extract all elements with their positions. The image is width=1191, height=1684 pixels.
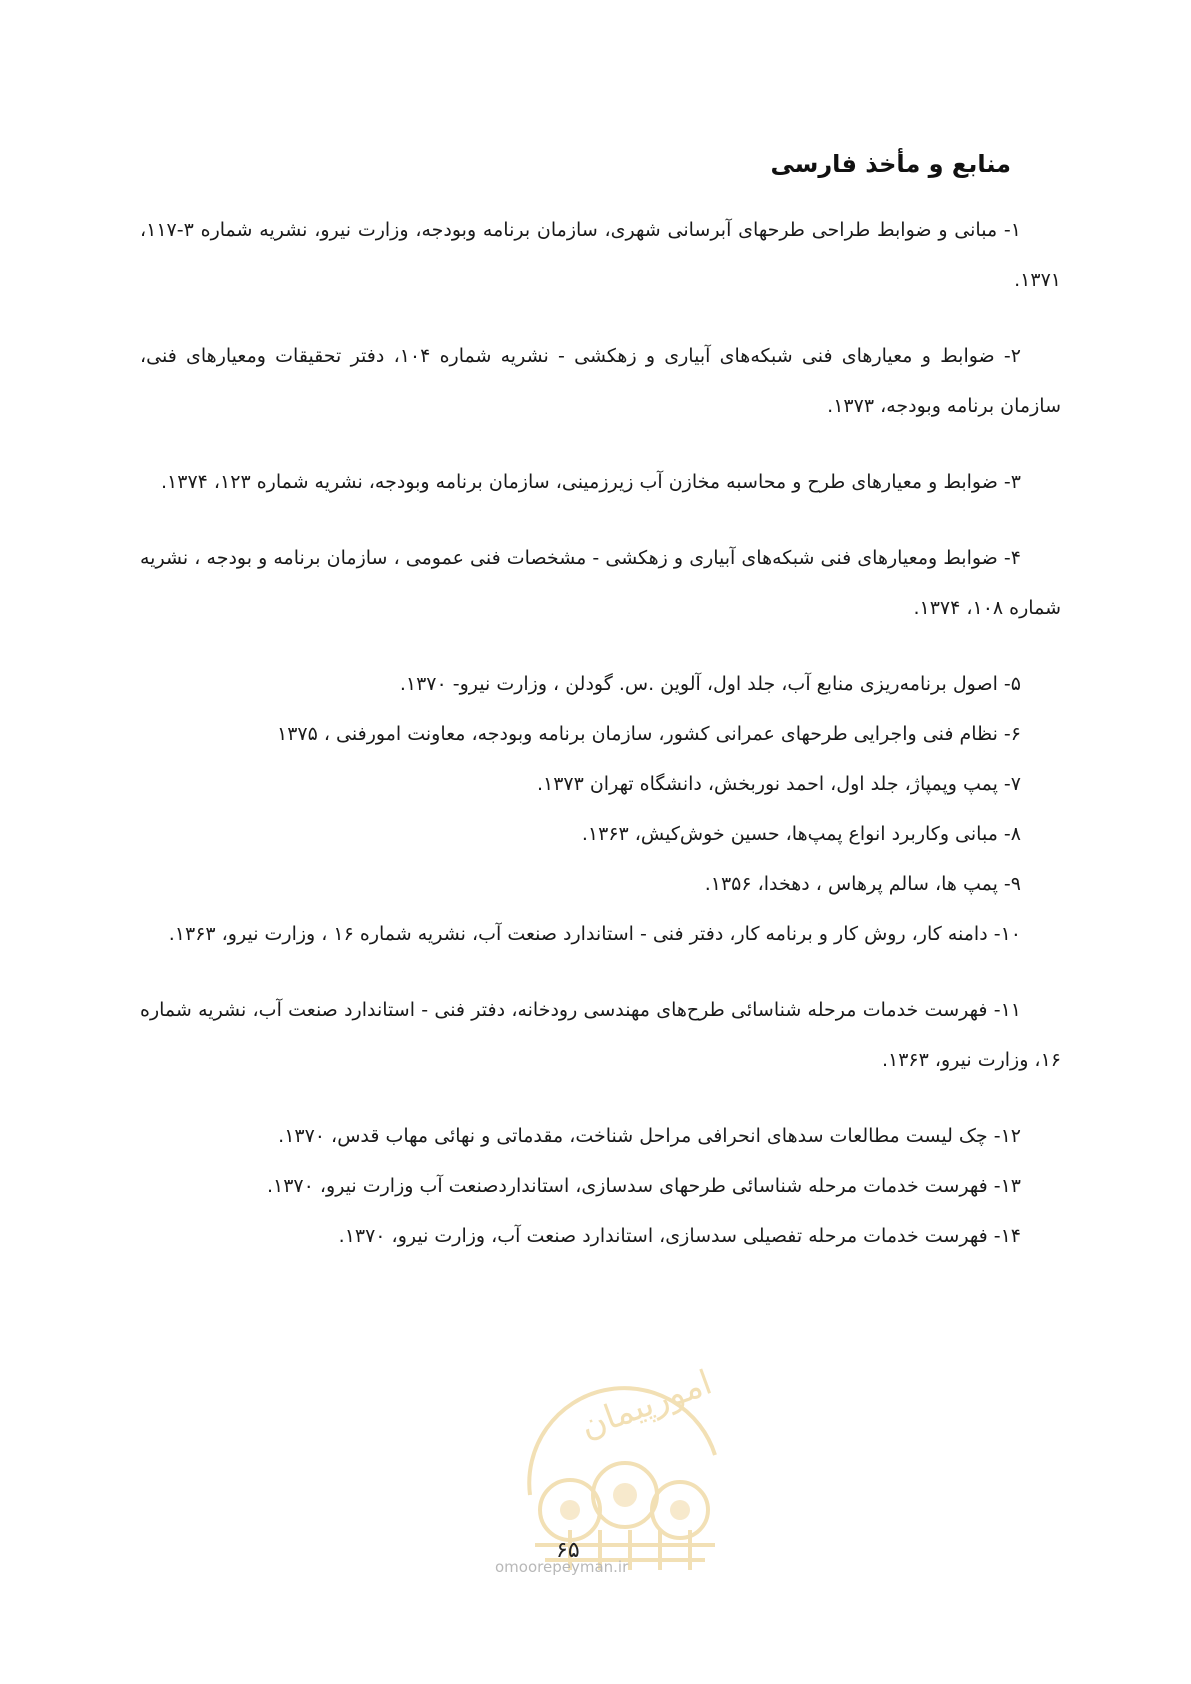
reference-item-7: ۷- پمپ وپمپاژ، جلد اول، احمد نوربخش، دانشگاه تهران ۱۳۷۳. bbox=[536, 773, 1021, 795]
reference-item-5: ۵- اصول برنامه‌ریزی منابع آب، جلد اول، آلوین .س. گودلن ، وزارت نیرو- ۱۳۷۰. bbox=[399, 673, 1021, 695]
watermark-logo bbox=[500, 1345, 740, 1575]
reference-item-9: ۹- پمپ ها، سالم پرهاس ، دهخدا، ۱۳۵۶. bbox=[704, 873, 1021, 895]
reference-item-12: ۱۲- چک لیست مطالعات سدهای انحرافی مراحل شناخت، مقدماتی و نهائی مهاب قدس، ۱۳۷۰. bbox=[278, 1125, 1021, 1147]
reference-item-6: ۶- نظام فنی واجرایی طرحهای عمرانی کشور، سازمان برنامه وبودجه، معاونت امورفنی ، ۱۳۷۵ bbox=[277, 723, 1021, 745]
reference-item-13: ۱۳- فهرست خدمات مرحله شناسائی طرحهای سدسازی، استانداردصنعت آب وزارت نیرو، ۱۳۷۰. bbox=[266, 1175, 1021, 1197]
reference-item-8: ۸- مبانی وکاربرد انواع پمپ‌ها، حسین خوش‌کیش، ۱۳۶۳. bbox=[581, 823, 1021, 845]
reference-item-14: ۱۴- فهرست خدمات مرحله تفصیلی سدسازی، استاندارد صنعت آب، وزارت نیرو، ۱۳۷۰. bbox=[338, 1225, 1021, 1247]
reference-item-3: ۳- ضوابط و معیارهای طرح و محاسبه مخازن آب زیرزمینی، سازمان برنامه وبودجه، نشریه شماره ۱۲۳، ۱۳۷۴. bbox=[160, 471, 1021, 493]
page-number: ۶۵ bbox=[556, 1538, 580, 1563]
watermark-logo-text: امورپیمان bbox=[575, 1362, 718, 1447]
reference-list bbox=[140, 205, 1061, 1261]
reference-item-4: ۴- ضوابط ومعیارهای فنی شبکه‌های آبیاری و زهکشی - مشخصات فنی عمومی ، سازمان برنامه و بودجه ، نشریه شماره ۱۰۸، ۱۳۷۴. bbox=[140, 547, 1061, 619]
reference-item-1: ۱- مبانی و ضوابط طراحی طرحهای آبرسانی شهری، سازمان برنامه وبودجه، وزارت نیرو، نشریه شماره ۳-۱۱۷، ۱۳۷۱. bbox=[140, 219, 1061, 291]
reference-item-11: ۱۱- فهرست خدمات مرحله شناسائی طرح‌های مهندسی رودخانه، دفتر فنی - استاندارد صنعت آب، نشریه شماره ۱۶، وزارت نیرو، ۱۳۶۳. bbox=[140, 999, 1061, 1071]
reference-item-2: ۲- ضوابط و معیارهای فنی شبکه‌های آبیاری و زهکشی - نشریه شماره ۱۰۴، دفتر تحقیقات ومعیارهای فنی، سازمان برنامه وبودجه، ۱۳۷۳. bbox=[140, 345, 1061, 417]
page-heading: منابع و مأخذ فارسی bbox=[770, 150, 1011, 178]
watermark-url: omoorepeyman.ir bbox=[495, 1558, 629, 1576]
reference-item-10: ۱۰- دامنه کار، روش کار و برنامه کار، دفتر فنی - استاندارد صنعت آب، نشریه شماره ۱۶ ، وزارت نیرو، ۱۳۶۳. bbox=[168, 923, 1021, 945]
